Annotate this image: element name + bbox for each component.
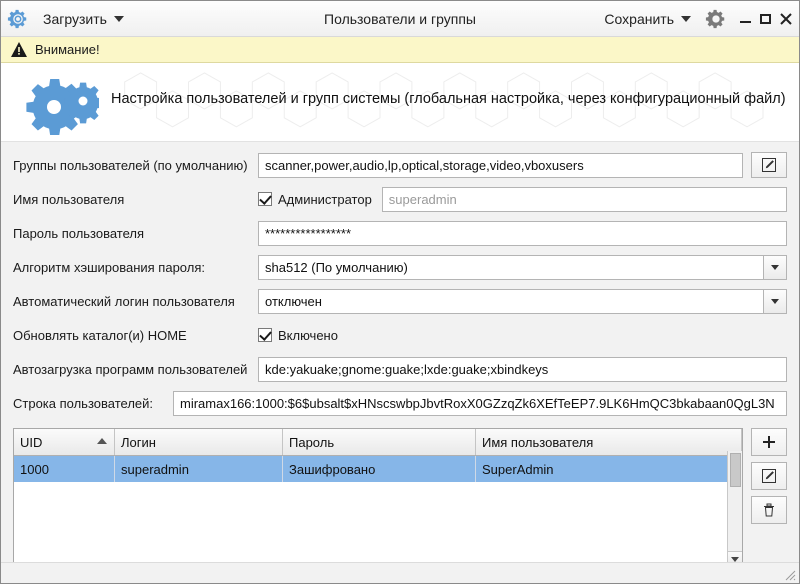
column-header-password[interactable]: Пароль: [283, 429, 476, 456]
users-table-grid: [14, 429, 742, 482]
cell-password: Зашифровано: [283, 456, 476, 483]
gears-icon: [19, 69, 99, 135]
row-hash-algo: [13, 254, 787, 280]
hash-algo-label: Алгоритм хэширования пароля:: [13, 259, 205, 275]
hash-algo-value: sha512 (По умолчанию): [265, 259, 408, 275]
header-band: [1, 63, 799, 142]
row-home-update: [13, 322, 787, 348]
save-menu-label: Сохранить: [604, 10, 674, 27]
groups-input[interactable]: scanner,power,audio,lp,optical,storage,video,vboxusers: [258, 153, 743, 178]
page-title: Настройка пользователей и групп системы (глобальная настройка, через конфигурационный файл): [111, 91, 786, 107]
load-menu-button[interactable]: [37, 8, 130, 30]
username-input[interactable]: superadmin: [382, 187, 787, 212]
warning-bar: [1, 37, 799, 63]
table-body: [14, 456, 742, 483]
settings-form: [1, 142, 799, 416]
sort-asc-icon: [97, 438, 107, 444]
row-username: [13, 186, 787, 212]
home-update-checkbox[interactable]: [258, 328, 338, 343]
settings-gear-icon[interactable]: [705, 8, 727, 30]
groups-edit-button[interactable]: [751, 152, 787, 178]
password-label: Пароль пользователя: [13, 225, 145, 241]
users-table: [13, 428, 743, 568]
table-row[interactable]: [14, 456, 742, 483]
chevron-down-icon[interactable]: [763, 256, 786, 279]
checkbox-box-icon: [258, 192, 272, 206]
chevron-down-icon[interactable]: [763, 290, 786, 313]
save-menu-button[interactable]: [598, 8, 697, 30]
column-header-uid[interactable]: [14, 429, 115, 456]
hash-algo-select[interactable]: [258, 255, 787, 280]
delete-user-button[interactable]: [751, 496, 787, 524]
autostart-input[interactable]: kde:yakuake;gnome:guake;lxde:guake;xbindkeys: [258, 357, 787, 382]
row-autostart: [13, 356, 787, 382]
checkbox-box-icon: [258, 328, 272, 342]
username-label: Имя пользователя: [13, 191, 125, 207]
row-userline: [13, 390, 787, 416]
cell-fullname: SuperAdmin: [476, 456, 742, 483]
status-bar: [1, 562, 799, 583]
row-autologin: [13, 288, 787, 314]
table-header: [14, 429, 742, 456]
edit-pencil-icon: [761, 468, 777, 484]
title-bar-right: [598, 8, 793, 30]
scrollbar-thumb[interactable]: [730, 453, 741, 487]
row-password: [13, 220, 787, 246]
edit-user-button[interactable]: [751, 462, 787, 490]
administrator-checkbox[interactable]: [258, 192, 372, 207]
trash-icon: [761, 502, 777, 518]
cell-login: superadmin: [115, 456, 283, 483]
autologin-value: отключен: [265, 293, 322, 309]
column-header-login[interactable]: Логин: [115, 429, 283, 456]
row-groups: [13, 152, 787, 178]
home-update-label: Обновлять каталог(и) HOME: [13, 327, 187, 343]
load-menu-label: Загрузить: [43, 10, 107, 27]
chevron-down-icon: [114, 16, 124, 22]
window-title: Пользователи и группы: [324, 10, 476, 27]
maximize-icon[interactable]: [759, 12, 773, 26]
autostart-label: Автозагрузка программ пользователей: [13, 361, 248, 377]
warning-text: Внимание!: [35, 42, 100, 57]
autologin-select[interactable]: [258, 289, 787, 314]
home-update-checkbox-label: Включено: [278, 327, 338, 343]
warning-triangle-icon: [11, 42, 27, 57]
cell-uid: 1000: [14, 456, 115, 483]
resize-grip-icon[interactable]: [782, 567, 796, 581]
title-bar: [1, 1, 799, 37]
users-table-area: [1, 424, 799, 568]
table-vertical-scrollbar[interactable]: [727, 451, 742, 567]
column-label: UID: [20, 434, 43, 450]
window-controls: [739, 12, 793, 26]
groups-label: Группы пользователей (по умолчанию): [13, 157, 248, 173]
userline-input[interactable]: miramax166:1000:$6$ubsalt$xHNscswbpJbvtRoxX0GZzqZk6XEfTeEP7.9LK6HmQC3bkabaan0QgL3N: [173, 391, 787, 416]
close-icon[interactable]: [779, 12, 793, 26]
add-user-button[interactable]: [751, 428, 787, 456]
gear-icon: [7, 8, 29, 30]
table-action-buttons: [751, 428, 787, 568]
chevron-down-icon: [681, 16, 691, 22]
userline-label: Строка пользователей:: [13, 395, 154, 411]
plus-icon: [762, 435, 776, 449]
title-bar-left: [7, 8, 130, 30]
column-header-fullname[interactable]: Имя пользователя: [476, 429, 742, 456]
password-input[interactable]: *****************: [258, 221, 787, 246]
edit-pencil-icon: [761, 157, 777, 173]
administrator-checkbox-label: Администратор: [278, 191, 372, 207]
autologin-label: Автоматический логин пользователя: [13, 293, 235, 309]
minimize-icon[interactable]: [739, 12, 753, 26]
